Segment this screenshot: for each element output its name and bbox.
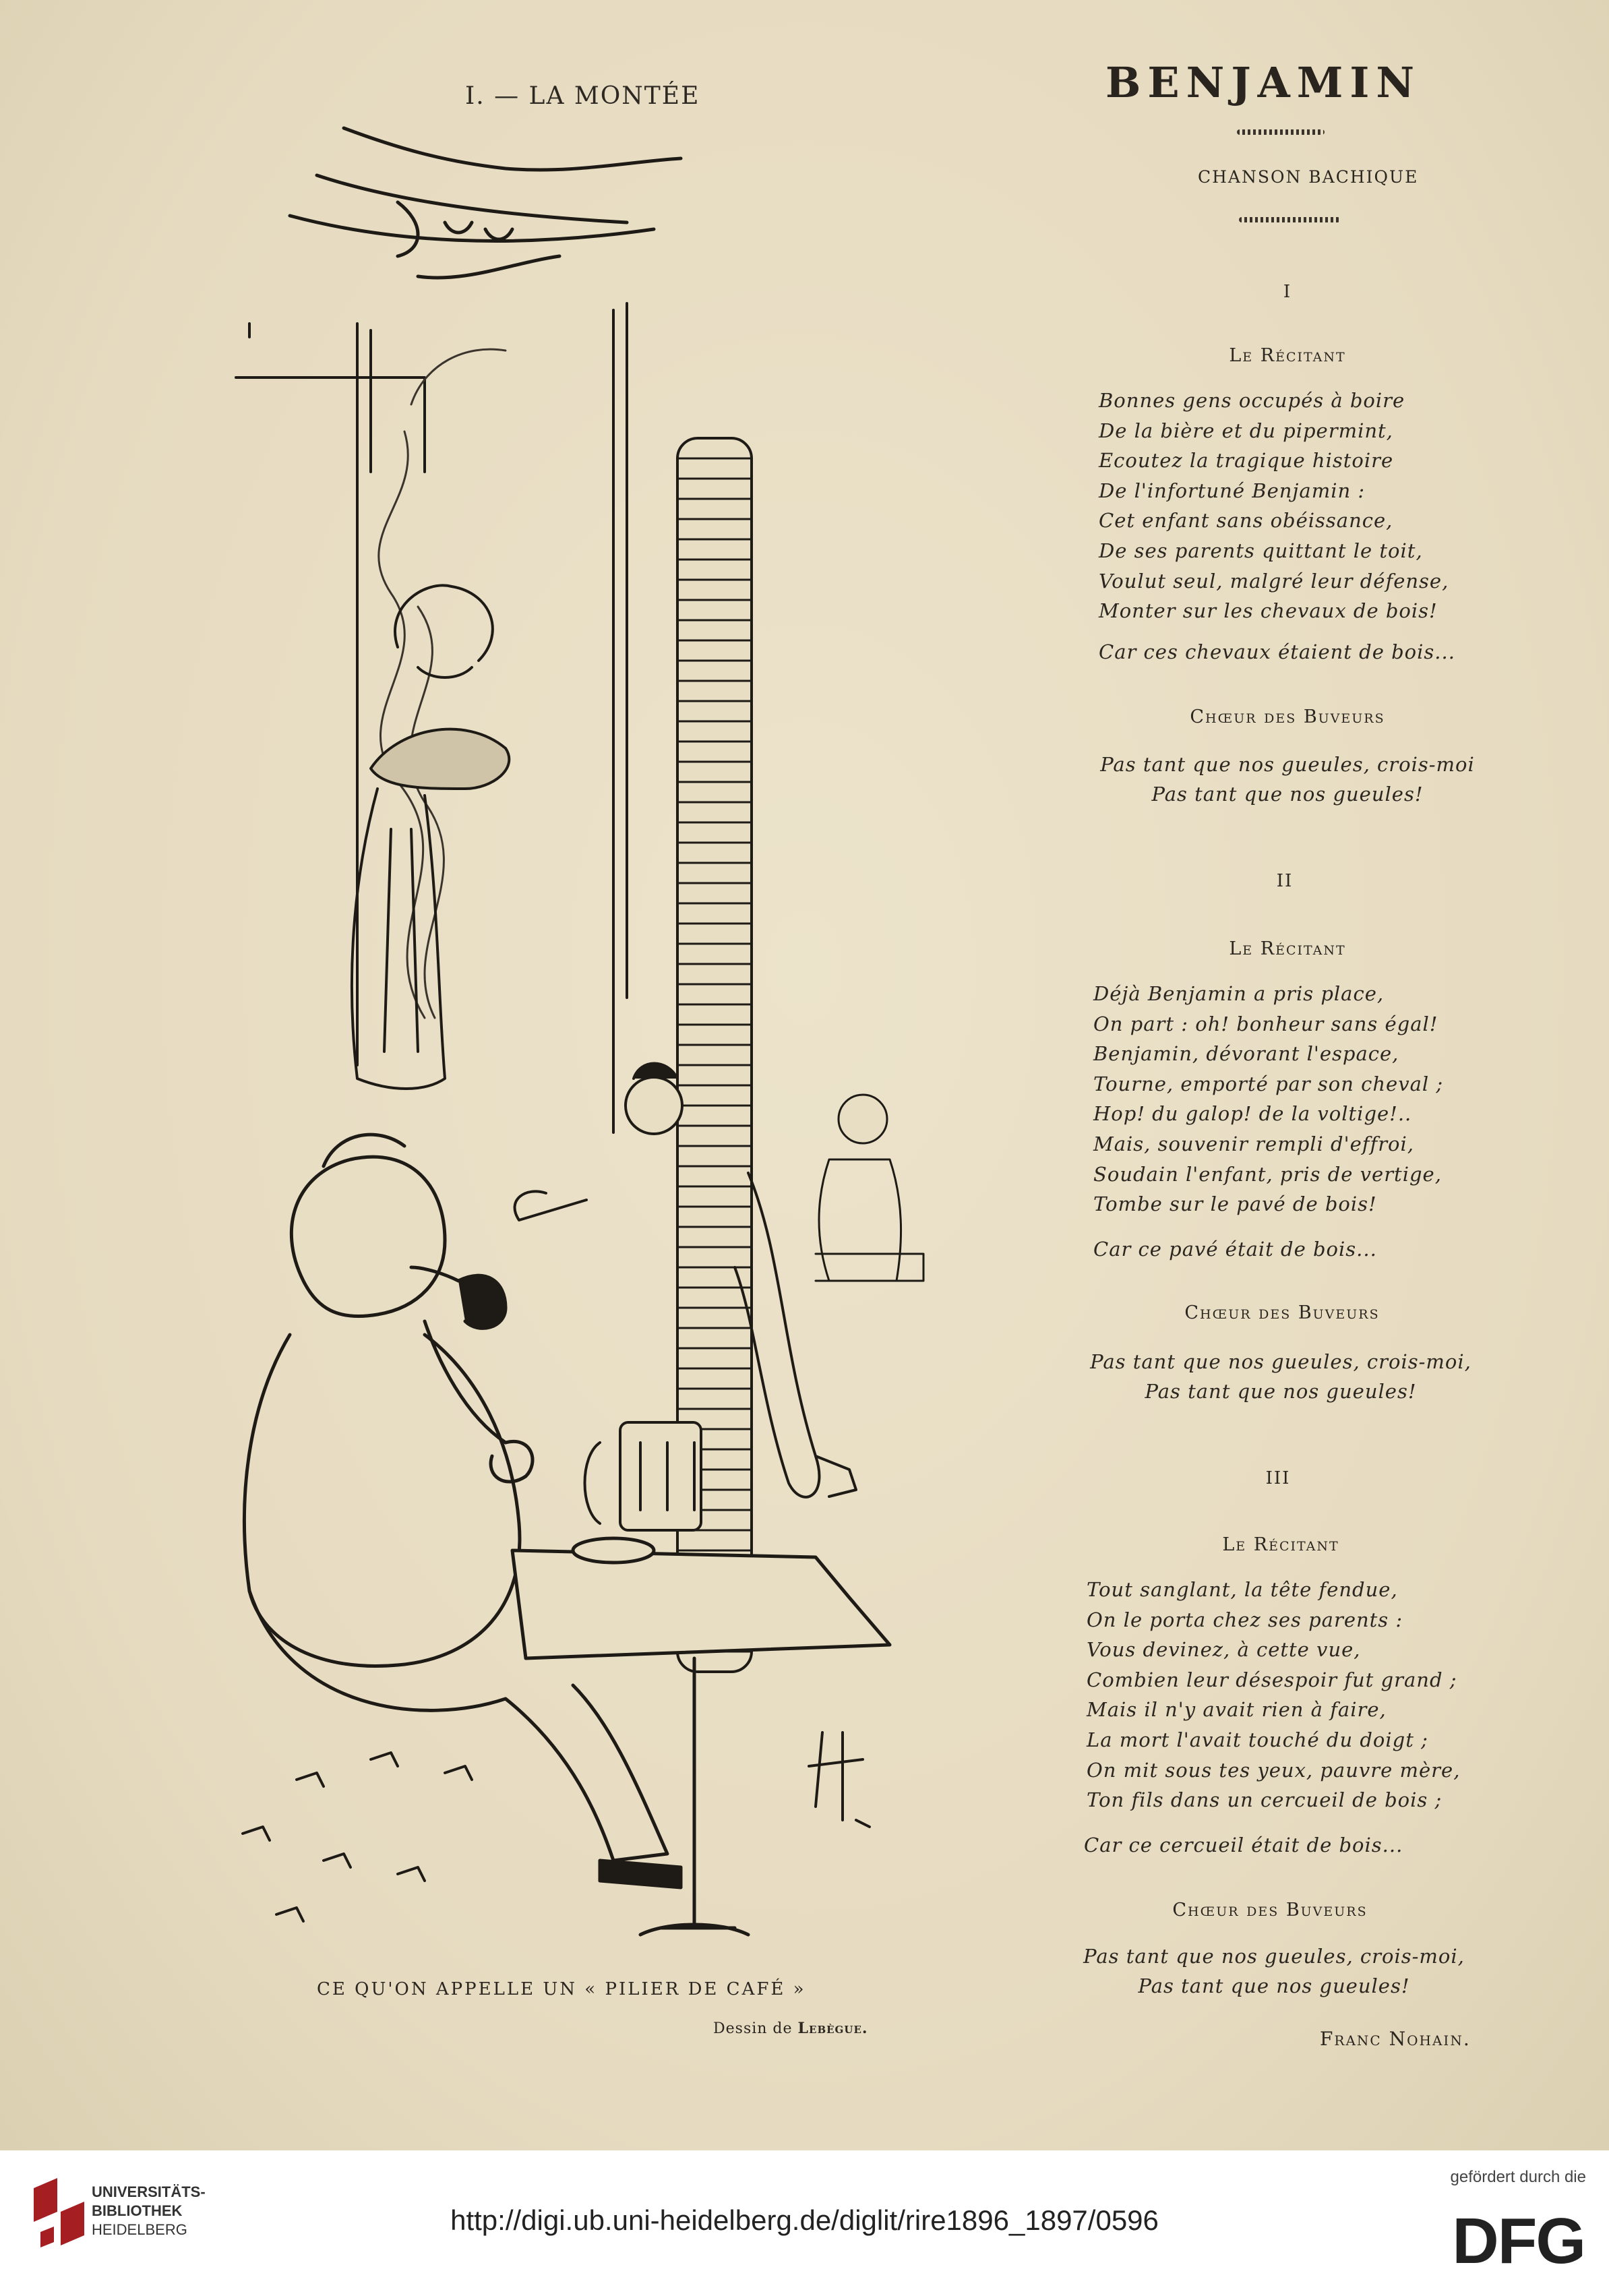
credit-prefix: Dessin de: [713, 2020, 793, 2037]
sponsor-text: gefördert durch die: [1450, 2168, 1586, 2186]
author-signature: Franc Nohain.: [1320, 2028, 1471, 2050]
verse-block: [1099, 386, 1449, 626]
verse-line: On mit sous tes yeux, pauvre mère,: [1087, 1758, 1461, 1782]
verse-line: Mais, souvenir rempli d'effroi,: [1093, 1132, 1415, 1155]
pipe-smoke: [379, 349, 506, 1018]
chorus-block: [1085, 750, 1490, 809]
chorus-line: Pas tant que nos gueules!: [1138, 1974, 1410, 1997]
refrain-line: Car ces chevaux étaient de bois...: [1099, 640, 1455, 663]
section-role: Le Récitant: [1222, 1534, 1339, 1555]
illustration-credit: [713, 2020, 868, 2037]
title-ornament: [1237, 129, 1325, 135]
verse-line: Monter sur les chevaux de bois!: [1099, 599, 1438, 623]
verse-line: Tout sanglant, la tête fendue,: [1087, 1578, 1398, 1601]
chorus-line: Pas tant que nos gueules!: [1145, 1380, 1417, 1403]
chorus-line: Pas tant que nos gueules, crois-moi,: [1090, 1350, 1471, 1373]
verse-line: De la bière et du pipermint,: [1099, 419, 1393, 442]
chorus-line: Pas tant que nos gueules!: [1151, 783, 1424, 806]
beer-mug: [585, 1422, 702, 1530]
cafe-illustration: [222, 121, 944, 1968]
library-name-line: HEIDELBERG: [92, 2221, 187, 2238]
song-title: BENJAMIN: [1105, 58, 1422, 107]
chorus-role: Chœur des Buveurs: [1172, 1900, 1368, 1921]
verse-line: La mort l'avait touché du doigt ;: [1087, 1728, 1428, 1751]
cafe-table: [512, 1538, 890, 1935]
hanging-coat: [352, 729, 509, 1089]
verse-block: [1087, 1575, 1460, 1815]
verse-line: Ton fils dans un cercueil de bois ;: [1087, 1788, 1443, 1812]
chorus-block: [1072, 1941, 1476, 2001]
section-role: Le Récitant: [1229, 345, 1346, 366]
chorus-line: Pas tant que nos gueules, crois-moi: [1100, 753, 1475, 776]
chorus-line: Pas tant que nos gueules, crois-moi,: [1083, 1945, 1465, 1968]
verse-line: Tombe sur le pavé de bois!: [1093, 1192, 1377, 1216]
section-number: II: [1276, 871, 1294, 891]
floor-marks: [243, 1753, 472, 1921]
library-name-line: UNIVERSITÄTS-: [92, 2183, 206, 2200]
section-number: III: [1265, 1468, 1291, 1488]
subtitle-ornament: [1239, 217, 1340, 222]
background-patron: [816, 1095, 923, 1281]
song-subtitle: CHANSON BACHIQUE: [1198, 167, 1419, 187]
verse-block: [1093, 979, 1443, 1219]
verse-line: Soudain l'enfant, pris de vertige,: [1093, 1162, 1442, 1186]
section-role: Le Récitant: [1229, 938, 1346, 959]
verse-line: De l'infortuné Benjamin :: [1099, 479, 1366, 502]
wall-lamp: [395, 585, 493, 677]
chorus-role: Chœur des Buveurs: [1190, 706, 1385, 727]
dfg-logo: DFG: [1452, 2205, 1585, 2277]
refrain-line: Car ce pavé était de bois...: [1093, 1238, 1377, 1261]
verse-line: Tourne, emporté par son cheval ;: [1093, 1072, 1444, 1095]
verse-line: Benjamin, dévorant l'espace,: [1093, 1042, 1399, 1066]
verse-line: Vous devinez, à cette vue,: [1087, 1638, 1361, 1662]
illustration-caption: CE QU'ON APPELLE UN « PILIER DE CAFÉ »: [317, 1979, 806, 1999]
verse-line: On le porta chez ses parents :: [1087, 1608, 1403, 1631]
verse-line: Ecoutez la tragique histoire: [1099, 449, 1394, 473]
chorus-role: Chœur des Buveurs: [1184, 1302, 1380, 1323]
ceiling-ornament: [290, 128, 681, 278]
verse-line: Voulut seul, malgré leur défense,: [1099, 569, 1449, 593]
verse-line: Cet enfant sans obéissance,: [1099, 509, 1393, 533]
illustration-heading: I. — LA MONTÉE: [465, 82, 700, 110]
verse-line: Déjà Benjamin a pris place,: [1093, 982, 1385, 1005]
verse-line: On part : oh! bonheur sans égal!: [1093, 1012, 1438, 1035]
verse-line: Mais il n'y avait rien à faire,: [1087, 1698, 1387, 1722]
verse-line: Hop! du galop! de la voltige!..: [1093, 1102, 1412, 1126]
verse-line: Combien leur désespoir fut grand ;: [1087, 1668, 1457, 1691]
section-number: I: [1283, 282, 1292, 302]
permalink-url[interactable]: http://digi.ub.uni-heidelberg.de/diglit/rire1896_1897/0596: [450, 2204, 1159, 2236]
chorus-block: [1079, 1347, 1483, 1406]
verse-line: De ses parents quittant le toit,: [1099, 539, 1423, 562]
verse-line: Bonnes gens occupés à boire: [1099, 389, 1405, 412]
digitization-footer: [0, 2150, 1609, 2296]
library-name-line: BIBLIOTHEK: [92, 2202, 183, 2219]
artist-monogram: [809, 1732, 870, 1827]
credit-artist: Lebègue.: [797, 2020, 868, 2037]
refrain-line: Car ce cercueil était de bois...: [1084, 1834, 1403, 1856]
